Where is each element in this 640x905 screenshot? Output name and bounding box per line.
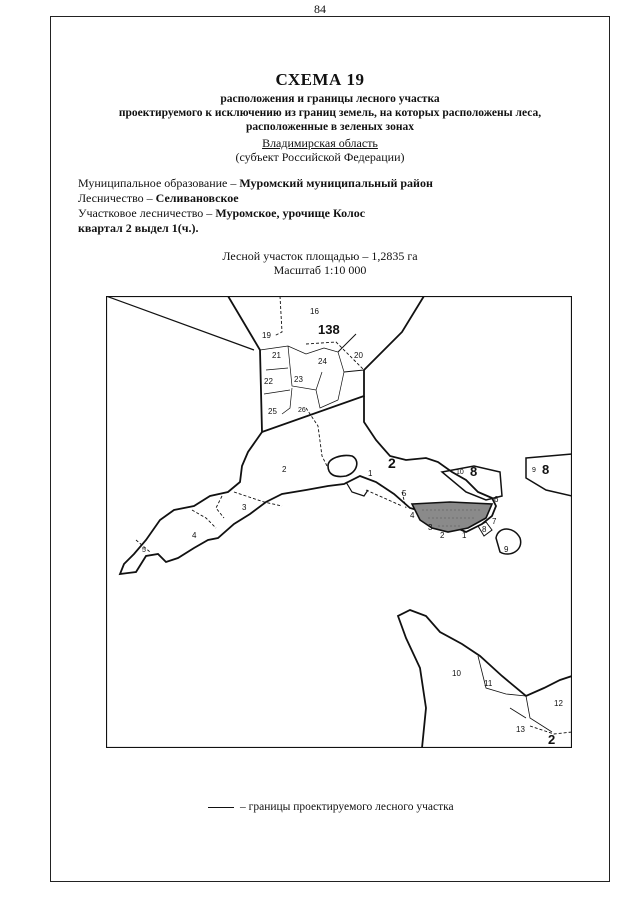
label-vydel-11: 11: [484, 679, 493, 688]
label-vydel-6: 6: [494, 495, 499, 504]
label-vydel-26: 26: [298, 407, 306, 414]
forestry-value: Селивановское: [155, 191, 239, 205]
label-vydel-4b: 4: [410, 511, 415, 520]
projected-plot: [412, 502, 492, 532]
region-name: Владимирская область: [262, 136, 378, 150]
label-quarter-138: 138: [318, 322, 340, 337]
label-vydel-9-top: 9: [532, 467, 536, 474]
info-block: [78, 176, 433, 236]
label-vydel-10-top: 10: [456, 469, 464, 476]
page-number: 84: [314, 2, 326, 16]
quarter-line: [78, 221, 433, 236]
label-vydel-9b: 9: [504, 545, 509, 554]
region-note: (субъект Российской Федерации): [235, 150, 405, 164]
label-vydel-23: 23: [294, 375, 303, 384]
label-vydel-12: 12: [554, 699, 563, 708]
vydel-2-dashed: [234, 408, 328, 506]
scheme-subtitle: [70, 92, 590, 134]
label-vydel-5: 5: [142, 547, 146, 554]
label-vydel-22: 22: [264, 377, 273, 386]
label-vydel-1: 1: [368, 469, 373, 478]
lake-outline: [328, 455, 357, 476]
label-vydel-21: 21: [272, 351, 281, 360]
forestry-label: Лесничество –: [78, 191, 156, 205]
subtitle-line-3: расположенные в зеленых зонах: [246, 121, 414, 133]
vydel-3-dashed: [192, 496, 224, 528]
label-vydel-13: 13: [516, 725, 525, 734]
label-quarter-8-a: 8: [470, 464, 478, 479]
label-vydel-7: 7: [492, 517, 497, 526]
subtitle-line-1: расположения и границы лесного участка: [220, 93, 440, 105]
quarter-value: квартал 2 выдел 1(ч.).: [78, 221, 199, 235]
municipal-value: Муромский муниципальный район: [239, 176, 433, 190]
plot-area: Лесной участок площадью – 1,2835 га: [222, 249, 418, 263]
label-quarter-2: 2: [388, 455, 396, 471]
label-quarter-2b: 2: [548, 732, 556, 747]
area-block: [0, 249, 640, 277]
municipal-line: [78, 176, 433, 191]
label-vydel-4: 4: [192, 531, 197, 540]
label-vydel-19: 19: [262, 331, 271, 340]
legend-line-symbol: [208, 807, 234, 808]
label-vydel-5b: 5: [402, 489, 407, 498]
forest-map: [106, 296, 572, 748]
inlet-outline: [346, 482, 368, 496]
label-vydel-25: 25: [268, 407, 277, 416]
label-vydel-20: 20: [354, 351, 363, 360]
region-block: [0, 136, 640, 164]
map-legend: [208, 801, 454, 813]
municipal-label: Муниципальное образование –: [78, 176, 240, 190]
quarter-2-boundary: [120, 396, 496, 574]
label-vydel-1b: 1: [462, 531, 467, 540]
map-scale: Масштаб 1:10 000: [273, 263, 367, 277]
label-vydel-3: 3: [242, 503, 247, 512]
district-value: Муромское, урочище Колос: [215, 206, 366, 220]
map-frame: [107, 297, 572, 748]
label-vydel-24: 24: [318, 357, 327, 366]
legend-text: – границы проектируемого лесного участка: [240, 801, 454, 813]
label-quarter-8-b: 8: [542, 462, 550, 477]
label-vydel-2: 2: [282, 465, 287, 474]
label-vydel-16: 16: [310, 307, 319, 316]
label-vydel-2b: 2: [440, 531, 445, 540]
label-vydel-10b: 10: [452, 669, 461, 678]
district-line: [78, 206, 433, 221]
district-label: Участковое лесничество –: [78, 206, 216, 220]
forestry-line: [78, 191, 433, 206]
label-vydel-3b: 3: [428, 523, 433, 532]
scheme-title: СХЕМА 19: [275, 70, 365, 89]
subtitle-line-2: проектируемого к исключению из границ земель, на которых расположены леса,: [118, 107, 542, 119]
label-vydel-8: 8: [482, 525, 487, 534]
